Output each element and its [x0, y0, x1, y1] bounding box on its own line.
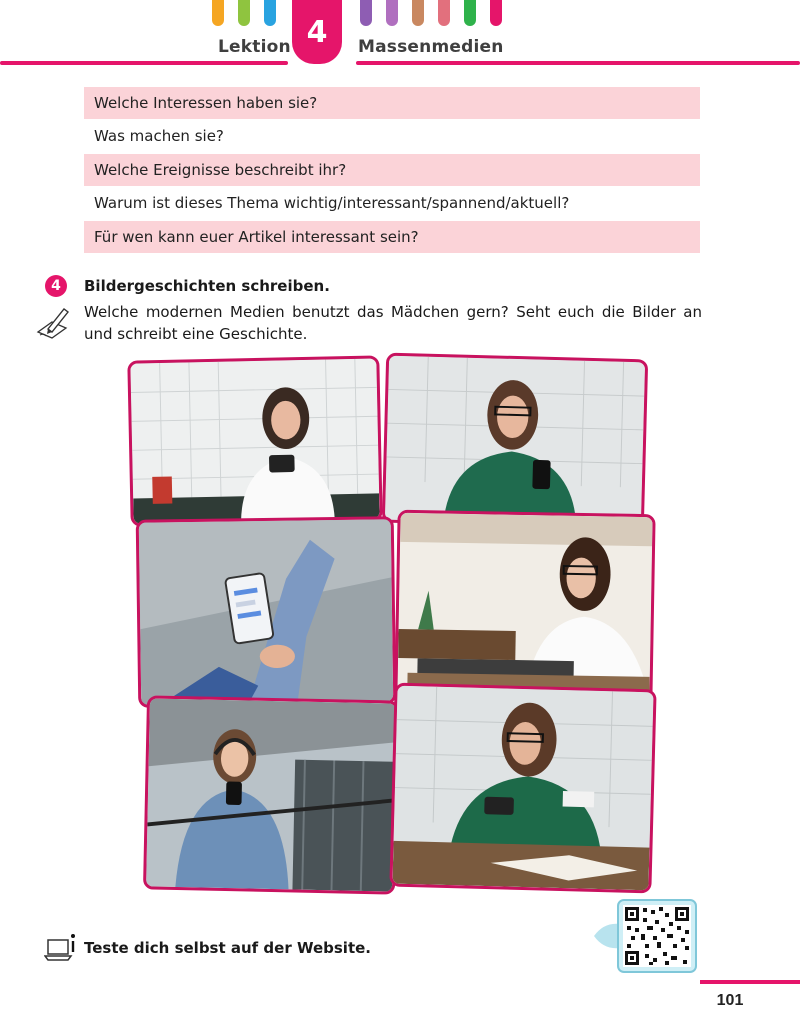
photo-girl-with-camera	[127, 355, 382, 526]
task-title: Bildergeschichten schreiben.	[84, 277, 330, 295]
photo-girl-with-headphones-and-phone	[143, 695, 399, 894]
color-tab	[360, 0, 372, 26]
task-number-badge: 4	[45, 275, 67, 297]
photo-girl-with-smartphone-thinking	[382, 353, 648, 530]
task-instruction: Welche modernen Medien benutzt das Mädchen gern? Seht euch die Bilder an und schreibt eine Geschichte.	[84, 303, 702, 343]
color-tab	[212, 0, 224, 26]
header-rule-right	[356, 61, 800, 65]
question-row: Für wen kann euer Artikel interessant sein?	[84, 221, 700, 253]
qr-code[interactable]	[594, 898, 700, 974]
page-number-rule	[700, 980, 800, 984]
photo-girl-writing-at-laptop	[394, 510, 655, 702]
pen-writing-icon	[34, 302, 74, 342]
lesson-number-badge: 4	[292, 0, 342, 64]
laptop-info-icon	[44, 932, 78, 962]
question-row: Warum ist dieses Thema wichtig/interessant/spannend/aktuell?	[94, 194, 570, 212]
color-tab	[386, 0, 398, 26]
page-number: 101	[716, 992, 744, 1009]
header-rule-left	[0, 61, 288, 65]
question-row: Welche Ereignisse beschreibt ihr?	[84, 154, 700, 186]
lesson-topic: Massenmedien	[358, 37, 504, 57]
color-tab	[490, 0, 502, 26]
color-tab	[264, 0, 276, 26]
photo-girl-with-phone-and-card	[389, 683, 656, 894]
lesson-label: Lektion	[218, 37, 291, 57]
question-row: Was machen sie?	[94, 127, 224, 145]
color-tab	[412, 0, 424, 26]
color-tab	[438, 0, 450, 26]
color-tab	[464, 0, 476, 26]
website-test-prompt: Teste dich selbst auf der Website.	[84, 939, 371, 957]
color-tab	[238, 0, 250, 26]
photo-hands-holding-phone-chat	[136, 516, 397, 708]
question-row: Welche Interessen haben sie?	[84, 87, 700, 119]
